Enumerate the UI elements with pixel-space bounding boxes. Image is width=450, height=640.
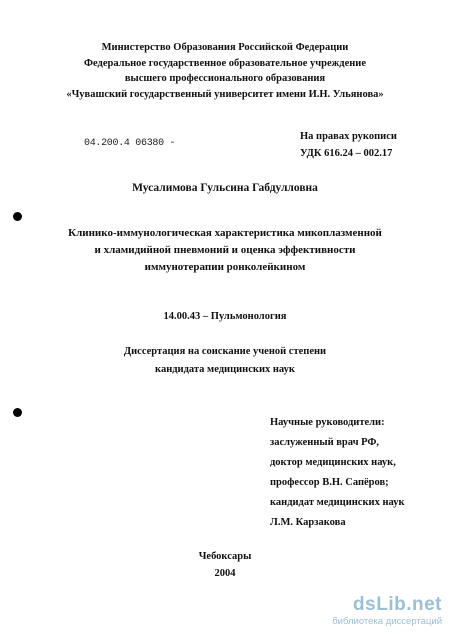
supervisors-block (270, 413, 405, 533)
header-line: Министерство Образования Российской Федерации (101, 42, 349, 53)
degree-line: кандидата медицинских наук (155, 364, 295, 375)
title-line: иммунотерапии ронколейкином (144, 261, 306, 273)
dslib-watermark (332, 595, 442, 627)
supervisor-line: кандидат медицинских наук (270, 497, 405, 508)
header-line: «Чувашский государственный университет имени И.Н. Ульянова» (66, 88, 384, 100)
degree-line: Диссертация на соискание ученой степени (123, 346, 327, 357)
supervisor-line: доктор медицинских наук, (270, 457, 396, 468)
year: 2004 (214, 568, 236, 579)
specialty: 14.00.43 – Пульмонология (163, 311, 287, 322)
watermark-logo: dsLib.net (353, 594, 442, 615)
city: Чебоксары (198, 551, 252, 562)
supervisor-line: заслуженный врач РФ, (270, 437, 380, 448)
supervisor-line: профессор В.Н. Сапёров; (270, 477, 389, 488)
author-name: Мусалимова Гульсина Габдулловна (132, 182, 318, 194)
punch-hole-bottom (13, 408, 22, 417)
udc-code: УДК 616.24 – 002.17 (300, 148, 393, 159)
title-line: Клинико-иммунологическая характеристика микоплазменной (68, 227, 382, 239)
supervisors-heading: Научные руководители: (270, 417, 385, 428)
manuscript-rights (300, 128, 397, 162)
supervisor-line: Л.М. Карзакова (270, 517, 346, 528)
degree-statement (0, 343, 450, 379)
place-and-year (0, 548, 450, 582)
punch-hole-top (13, 212, 22, 221)
watermark-subtitle: библиотека диссертаций (332, 616, 442, 627)
dissertation-title (0, 225, 450, 276)
header-line: Федеральное государственное образовательное учреждение (83, 57, 367, 69)
header-line: высшего профессионального образования (124, 73, 326, 84)
manuscript-label: На правах рукописи (300, 131, 397, 142)
institution-header (0, 40, 450, 102)
title-line: и хламидийной пневмоний и оценка эффективности (94, 244, 356, 256)
stamp-code: 04.200.4 06380 - (84, 138, 176, 149)
